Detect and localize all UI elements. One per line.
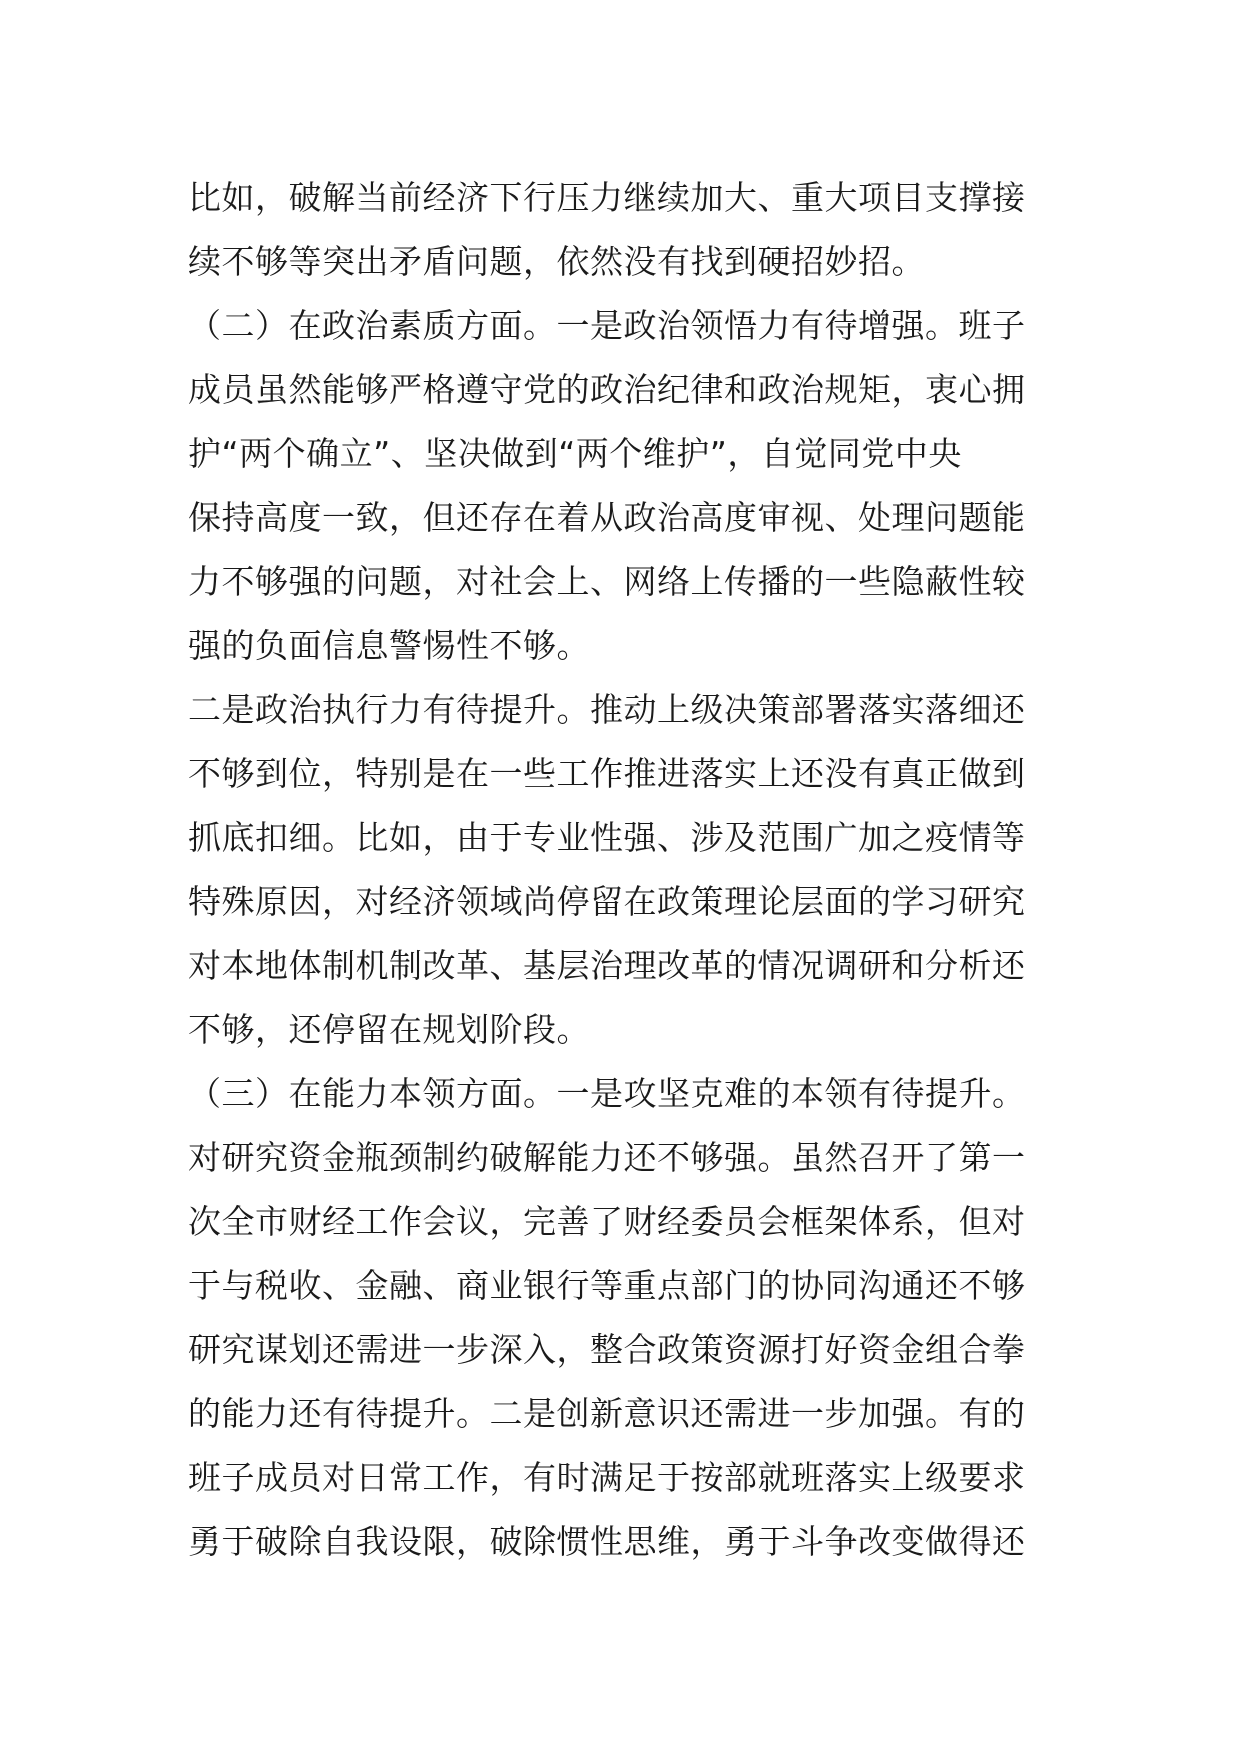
- text-line: 保持高度一致，但还存在着从政治高度审视、处理问题能: [188, 498, 1026, 537]
- text-line: （二）在政治素质方面。一是政治领悟力有待增强。班子: [188, 306, 1026, 345]
- text-line: 勇于破除自我设限，破除惯性思维，勇于斗争改变做得还: [188, 1522, 1026, 1561]
- text-line: 抓底扣细。比如，由于专业性强、涉及范围广加之疫情等: [188, 818, 1026, 857]
- text-line: 护“两个确立”、坚决做到“两个维护”，自觉同党中央: [188, 434, 962, 473]
- text-line: 强的负面信息警惕性不够。: [188, 626, 590, 665]
- text-line: 班子成员对日常工作，有时满足于按部就班落实上级要求: [188, 1458, 1026, 1497]
- text-line: 二是政治执行力有待提升。推动上级决策部署落实落细还: [188, 690, 1026, 729]
- text-line: 特殊原因，对经济领域尚停留在政策理论层面的学习研究: [188, 882, 1026, 921]
- text-line: 比如，破解当前经济下行压力继续加大、重大项目支撑接: [188, 178, 1026, 217]
- text-line: （三）在能力本领方面。一是攻坚克难的本领有待提升。: [188, 1074, 1026, 1113]
- text-line: 不够到位，特别是在一些工作推进落实上还没有真正做到: [188, 754, 1026, 793]
- text-line: 对本地体制机制改革、基层治理改革的情况调研和分析还: [188, 946, 1026, 985]
- document-body: [188, 166, 1068, 1574]
- text-line: 的能力还有待提升。二是创新意识还需进一步加强。有的: [188, 1394, 1026, 1433]
- text-line: 续不够等突出矛盾问题，依然没有找到硬招妙招。: [188, 242, 925, 281]
- text-line: 于与税收、金融、商业银行等重点部门的协同沟通还不够: [188, 1266, 1026, 1305]
- text-line: 次全市财经工作会议，完善了财经委员会框架体系，但对: [188, 1202, 1026, 1241]
- text-line: 力不够强的问题，对社会上、网络上传播的一些隐蔽性较: [188, 562, 1026, 601]
- text-line: 成员虽然能够严格遵守党的政治纪律和政治规矩，衷心拥: [188, 370, 1026, 409]
- text-line: 对研究资金瓶颈制约破解能力还不够强。虽然召开了第一: [188, 1138, 1026, 1177]
- text-line: 不够，还停留在规划阶段。: [188, 1010, 590, 1049]
- text-line: 研究谋划还需进一步深入，整合政策资源打好资金组合拳: [188, 1330, 1026, 1369]
